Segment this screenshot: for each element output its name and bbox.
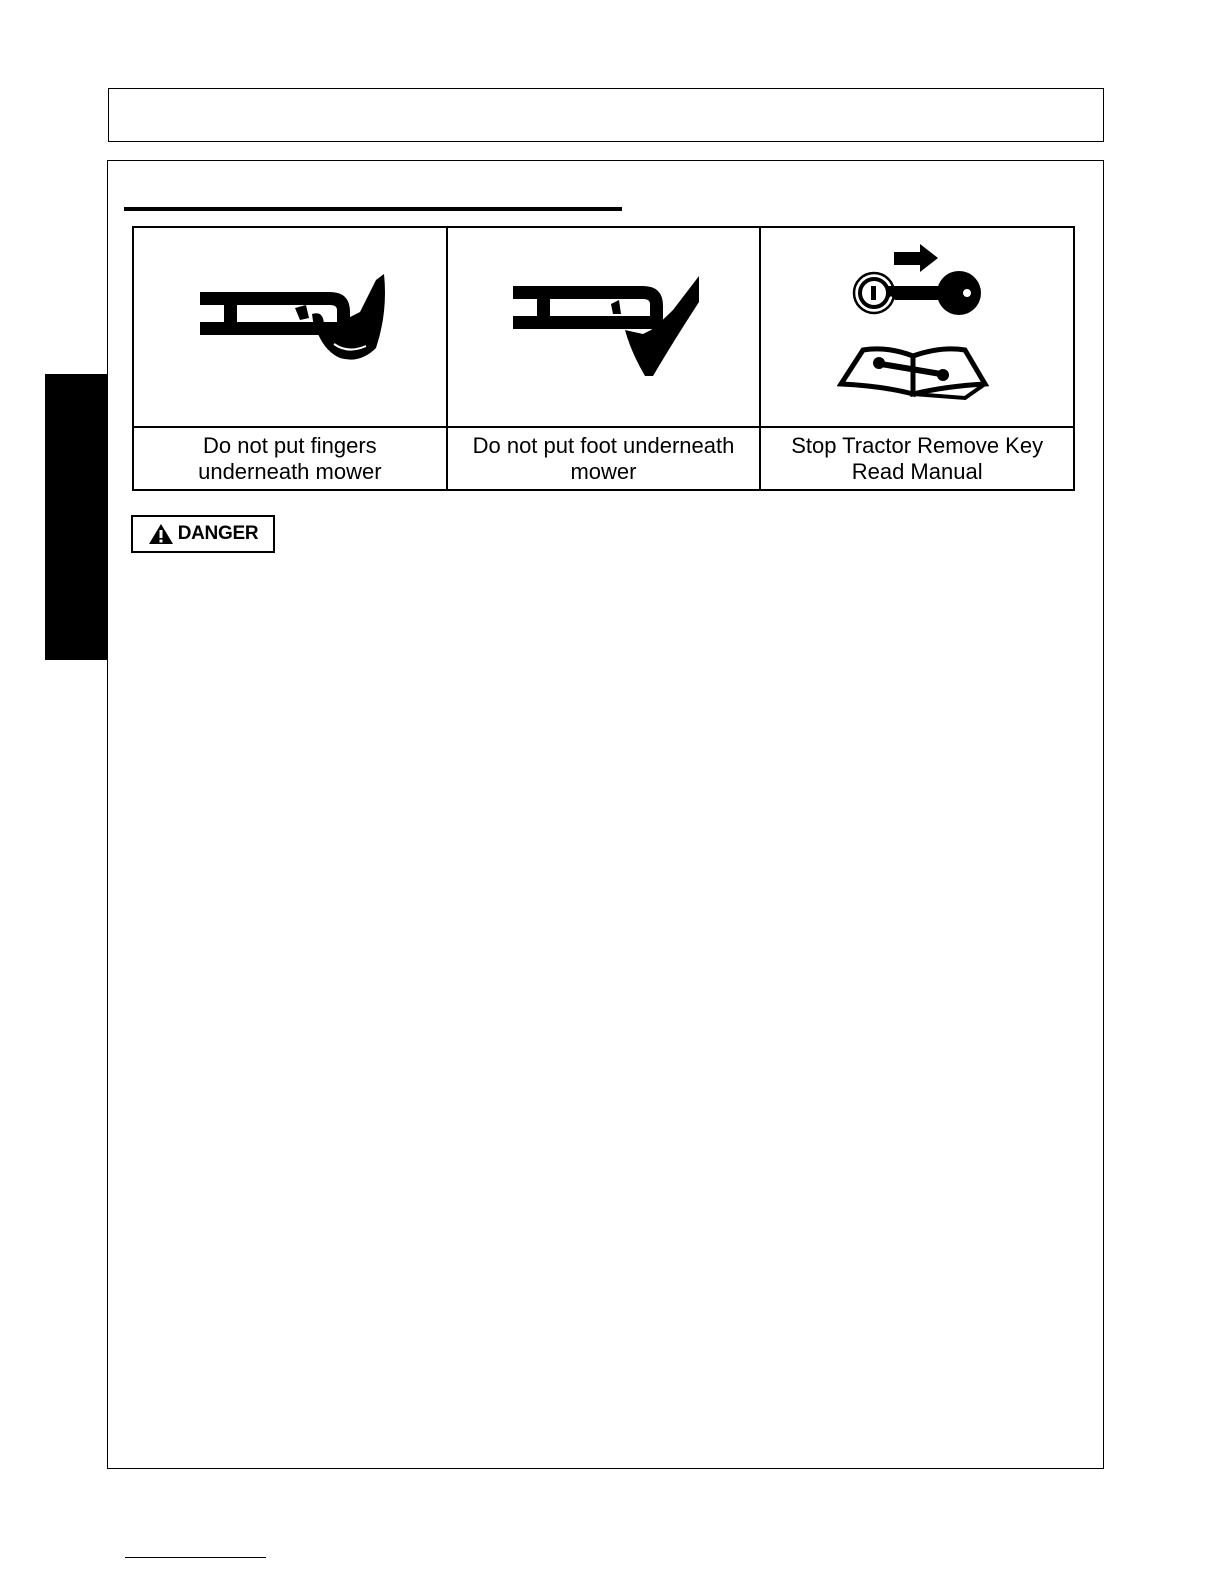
caption-line: underneath mower — [198, 458, 382, 484]
finger-pinch-hazard-icon — [190, 272, 390, 382]
foot-crush-hazard-icon — [503, 272, 703, 382]
caption-line: Do not put foot underneath — [472, 432, 735, 458]
remove-key-read-manual-icon — [837, 242, 997, 412]
arrow-right-icon — [894, 244, 938, 272]
decal-cell-key-manual — [760, 227, 1074, 427]
decal-cell-fingers — [133, 227, 447, 427]
decal-cell-foot — [447, 227, 761, 427]
section-side-tab — [45, 374, 108, 660]
caption-line: mower — [570, 458, 637, 484]
footer-rule — [125, 1557, 266, 1558]
decal-caption-foot — [447, 427, 761, 490]
page-header-box — [108, 88, 1104, 142]
decal-caption-fingers — [133, 427, 447, 490]
danger-label: DANGER — [177, 523, 259, 544]
safety-decal-table — [132, 226, 1075, 491]
ignition-key-icon — [854, 271, 981, 315]
decal-caption-key-manual — [760, 427, 1074, 490]
warning-triangle-icon — [148, 523, 174, 545]
caption-line: Read Manual — [851, 458, 983, 484]
manual-book-icon — [841, 349, 985, 398]
caption-line: Stop Tractor Remove Key — [791, 432, 1044, 458]
danger-badge — [131, 515, 275, 553]
section-heading-underline — [124, 207, 622, 211]
caption-line: Do not put fingers — [202, 432, 377, 458]
